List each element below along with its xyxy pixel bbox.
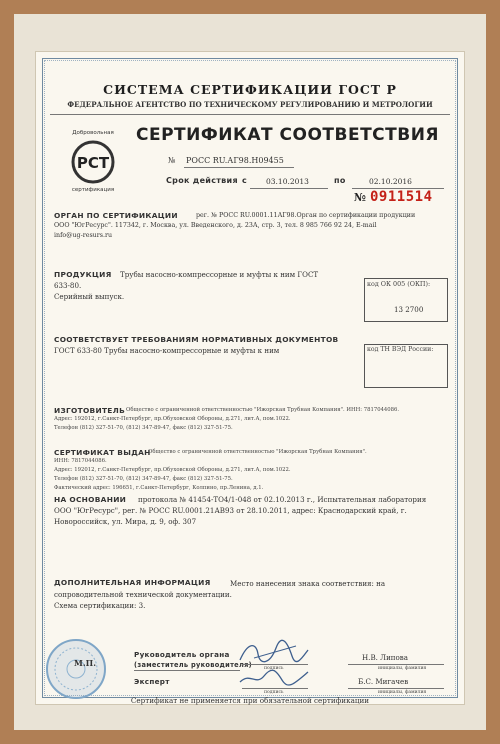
additional-line-2: сопроводительной технической документации.: [54, 590, 232, 599]
validity-from-label: с: [242, 176, 248, 185]
validity-note: Сертификат не применяется при обязательной сертификации: [130, 696, 370, 705]
basis-line-1: протокола № 41454-ТО4/1-048 от 02.10.2013 г., Испытательная лаборатория: [138, 495, 427, 504]
expert-name-line: [348, 688, 444, 689]
registration-number: РОСС RU.АГ98.Н09455: [186, 156, 284, 165]
expert-name: Б.С. Мигачев: [358, 677, 409, 686]
product-line-2: 633-80.: [54, 281, 82, 290]
expert-name-caption: инициалы, фамилия: [378, 690, 427, 695]
header-divider: [50, 114, 450, 115]
validity-date-from: 03.10.2013: [266, 177, 309, 186]
round-stamp-icon: [44, 637, 108, 701]
basis-line-3: Новороссийск, ул. Мира, д. 9, оф. 307: [54, 517, 197, 526]
head-signature-caption: подпись: [264, 666, 284, 671]
okp-code-value: 13 2700: [394, 305, 424, 314]
registration-no-label: №: [168, 156, 176, 165]
validity-label: Срок действия: [166, 176, 238, 185]
agency-name: ФЕДЕРАЛЬНОЕ АГЕНТСТВО ПО ТЕХНИЧЕСКОМУ РЕГУЛИРОВАНИЮ И МЕТРОЛОГИИ: [67, 100, 433, 109]
issued-to-line-3: Адрес: 192012, г.Санкт-Петербург, пр.Обуховской Обороны, д.271, лит.А, пом.1022.: [54, 467, 291, 473]
registration-underline: [184, 167, 294, 168]
additional-line-3: Схема сертификации: 3.: [54, 601, 146, 610]
product-line-3: Серийный выпуск.: [54, 292, 125, 301]
okp-code-label: код ОК 005 (ОКП):: [367, 280, 431, 288]
issued-to-line-5: Фактический адрес: 196651, г.Санкт-Петербург, Колпино, пр.Ленина, д.1.: [54, 485, 264, 491]
manufacturer-label: ИЗГОТОВИТЕЛЬ: [54, 406, 126, 415]
date-from-underline: [250, 188, 328, 189]
basis-line-2: ООО "ЮгРесурс", рег. № РОСС RU.0001.21АВ93 от 28.10.2011, адрес: Краснодарский край, г.: [54, 506, 407, 515]
manufacturer-line-3: Телефон (812) 327-51-70, (812) 347-89-47, факс (812) 327-51-75.: [54, 425, 233, 431]
head-signature-line: [242, 664, 308, 665]
compliance-line-1: ГОСТ 633-80 Трубы насосно-компрессорные и муфты к ним: [54, 346, 280, 355]
organ-line-2: ООО "ЮгРесурс". 117342, г. Москва, ул. Введенского, д. 23А, стр. 3, тел. 8 985 766 92 24, E-mail: [54, 222, 377, 229]
additional-line-1: Место нанесения знака соответствия: на: [230, 579, 386, 588]
tnved-code-label: код ТН ВЭД России:: [367, 346, 434, 353]
certificate-title: СЕРТИФИКАТ СООТВЕТСТВИЯ: [136, 125, 440, 145]
product-line-1: Трубы насосно-компрессорные и муфты к ним ГОСТ: [120, 270, 319, 279]
organ-line-3: info@ug-resurs.ru: [54, 232, 113, 239]
expert-label: Эксперт: [134, 677, 170, 686]
head-name-caption: инициалы, фамилия: [378, 666, 427, 671]
manufacturer-line-2: Адрес: 192012, г.Санкт-Петербург, пр.Обуховской Обороны, д.271, лит.А, пом.1022.: [54, 416, 291, 422]
expert-signature-line: [242, 688, 308, 689]
head-name-line: [348, 664, 444, 665]
head-signature-icon: [236, 638, 312, 666]
manufacturer-line-1: Общество с ограниченной ответственностью "Ижорская Трубная Компания". ИНН: 7817044086.: [126, 407, 400, 413]
basis-label: НА ОСНОВАНИИ: [54, 495, 127, 504]
issued-to-label: СЕРТИФИКАТ ВЫДАН: [54, 448, 151, 457]
seal-place-label: М.П.: [74, 658, 96, 668]
organ-line-1: рег. № РОСС RU.0001.11АГ98.Орган по сертификации продукции: [196, 212, 416, 219]
rst-logo: [64, 130, 122, 204]
deputy-underline: [134, 670, 240, 671]
issued-to-line-2: ИНН: 7817044086.: [54, 458, 107, 464]
head-name: Н.В. Липова: [362, 653, 409, 662]
serial-number: 0911514: [370, 189, 433, 205]
logo-caption-bottom: сертификация: [71, 187, 115, 193]
logo-caption-top: Добровольная: [72, 130, 114, 136]
logo-mark-text: РСТ: [76, 154, 110, 172]
additional-info-label: ДОПОЛНИТЕЛЬНАЯ ИНФОРМАЦИЯ: [54, 578, 211, 587]
issued-to-line-4: Телефон (812) 327-51-70, (812) 347-89-47, факс (812) 327-51-75.: [54, 476, 233, 482]
validity-to-label: по: [334, 176, 346, 185]
expert-signature-caption: подпись: [264, 690, 284, 695]
serial-no-label: №: [354, 191, 366, 204]
issued-to-line-1: Общество с ограниченной ответственностью "Ижорская Трубная Компания".: [148, 449, 367, 455]
system-title: СИСТЕМА СЕРТИФИКАЦИИ ГОСТ Р: [103, 82, 397, 97]
compliance-label: СООТВЕТСТВУЕТ ТРЕБОВАНИЯМ НОРМАТИВНЫХ ДОКУМЕНТОВ: [54, 335, 339, 344]
product-label: ПРОДУКЦИЯ: [54, 270, 112, 279]
rst-mark-icon: [64, 139, 122, 185]
head-of-organ-label: Руководитель органа: [134, 650, 230, 659]
deputy-label: (заместитель руководителя): [134, 661, 252, 669]
certificate-document: [36, 52, 464, 704]
organ-label: ОРГАН ПО СЕРТИФИКАЦИИ: [54, 211, 178, 220]
validity-date-to: 02.10.2016: [369, 177, 412, 186]
